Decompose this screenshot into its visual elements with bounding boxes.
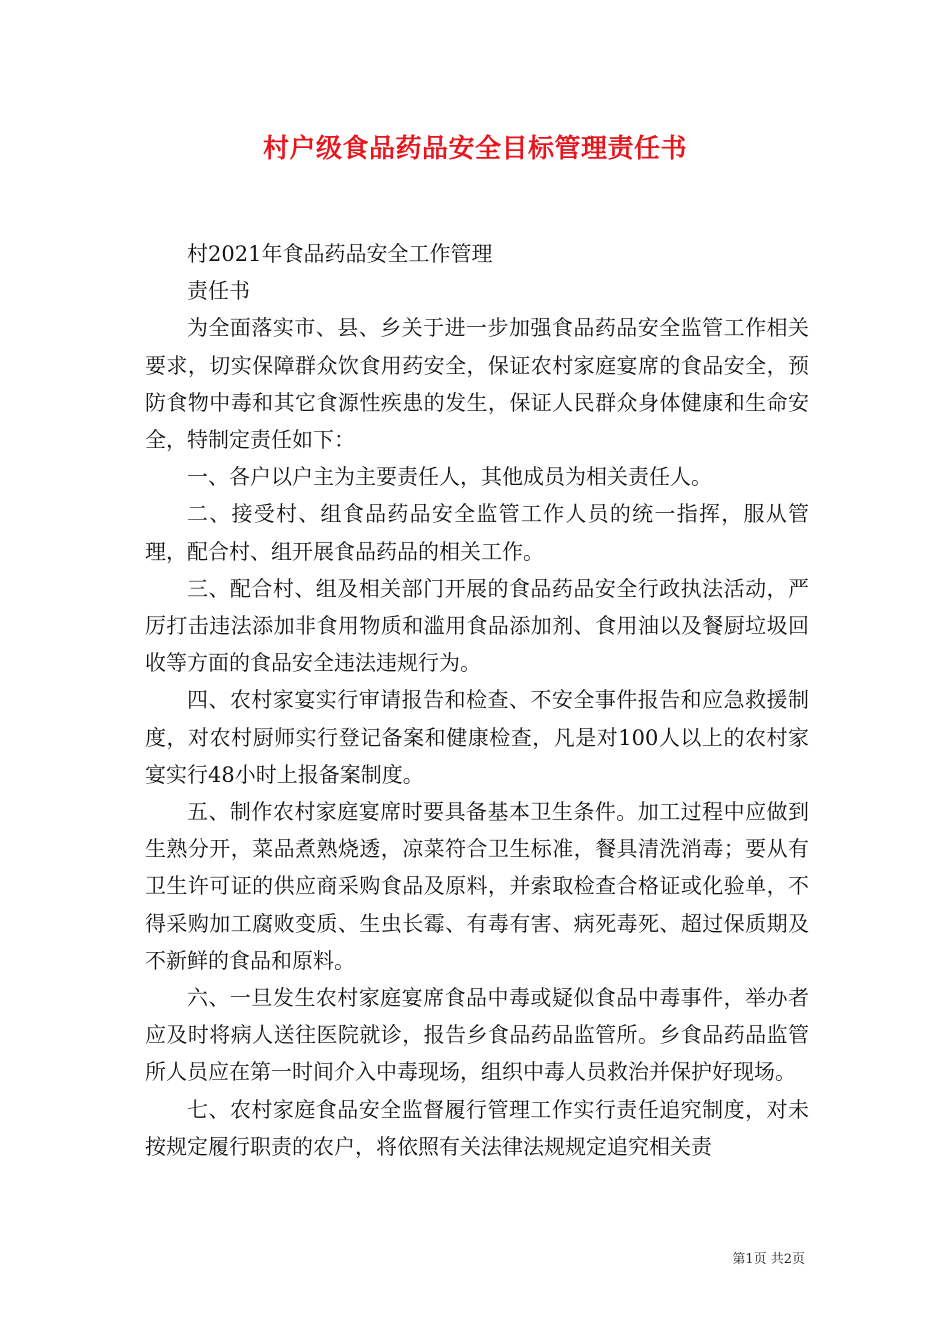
heading-line-1: 村2021年食品药品安全工作管理 — [187, 242, 493, 266]
clause-5: 五、制作农村家庭宴席时要具备基本卫生条件。加工过程中应做到生熟分开，菜品煮熟烧透，凉菜符合卫生标准，餐具清洗消毒；要从有卫生许可证的供应商采购食品及原料，并索取检查合格证或化验单，不得采购加工腐败变质、生虫长霉、有毒有害、病死毒死、超过保质期及不新鲜的食品和原料。 — [145, 800, 809, 973]
clause-6: 六、一旦发生农村家庭宴席食品中毒或疑似食品中毒事件，举办者应及时将病人送往医院就诊，报告乡食品药品监管所。乡食品药品监管所人员应在第一时间介入中毒现场，组织中毒人员救治并保护好现场。 — [145, 986, 809, 1085]
document-title: 村户级食品药品安全目标管理责任书 — [262, 134, 687, 164]
clause-7: 七、农村家庭食品安全监督履行管理工作实行责任追究制度，对未按规定履行职责的农户，将依照有关法律法规规定追究相关责 — [145, 1097, 809, 1159]
clause-2: 二、接受村、组食品药品安全监管工作人员的统一指挥，服从管理，配合村、组开展食品药品的相关工作。 — [145, 502, 809, 564]
page-number: 第1页 共2页 — [732, 1252, 805, 1267]
heading-line-2: 责任书 — [187, 279, 250, 304]
clause-1: 一、各户以户主为主要责任人，其他成员为相关责任人。 — [187, 465, 712, 490]
document-body — [145, 236, 809, 1166]
clause-4: 四、农村家宴实行审请报告和检查、不安全事件报告和应急救援制度，对农村厨师实行登记备案和健康检查，凡是对100人以上的农村家宴实行48小时上报备案制度。 — [145, 688, 809, 787]
clause-3: 三、配合村、组及相关部门开展的食品药品安全行政执法活动，严厉打击违法添加非食用物质和滥用食品添加剂、食用油以及餐厨垃圾回收等方面的食品安全违法违规行为。 — [145, 576, 809, 676]
intro-paragraph: 为全面落实市、县、乡关于进一步加强食品药品安全监管工作相关要求，切实保障群众饮食用药安全，保证农村家庭宴席的食品安全，预防食物中毒和其它食源性疾患的发生，保证人民群众身体健康和生命安全，特制定责任如下： — [145, 316, 809, 453]
